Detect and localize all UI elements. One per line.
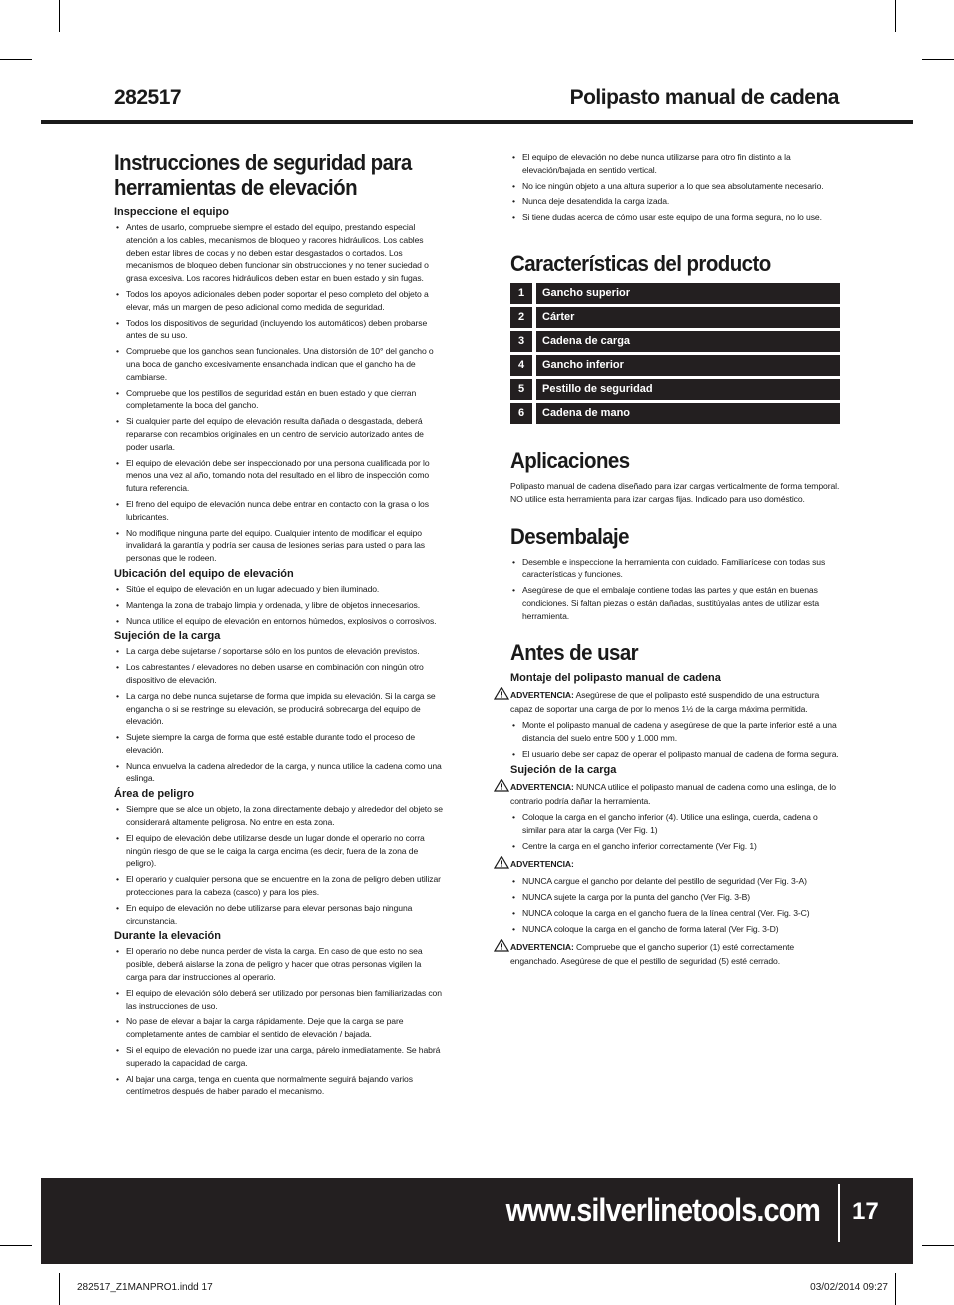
list-item: • Todos los apoyos adicionales deben poder soportar el peso completo del objeto a elevar, más un margen de peso adicional como medida de seguridad. (114, 288, 444, 314)
document-title: Polipasto manual de cadena (569, 86, 839, 109)
list-item: • Los cabrestantes / elevadores no deben usarse en combinación con ningún otro dispositivo de elevación. (114, 661, 444, 687)
feature-label: Pestillo de seguridad (536, 379, 840, 400)
feature-number: 6 (510, 403, 532, 424)
unpacking-list (510, 556, 840, 623)
section-list (114, 645, 444, 785)
list-item: • En equipo de elevación no debe utilizarse para elevar personas bajo ninguna circunstancia. (114, 902, 444, 928)
list-item: • Antes de usarlo, compruebe siempre el estado del equipo, prestando especial atención a los cables, mecanismos de bloqueo y racores hidráulicos. Los cables deben estar libres de cocas y no deben estar desgastados o cortados. Los mecanismos de bloqueo deben funcionar sin obstrucciones y no tener suciedad o grasa excesiva. Los racores hidráulicos deben estar en buen estado y sin fugas. (114, 221, 444, 285)
feature-row (510, 403, 840, 424)
section-list (114, 221, 444, 565)
crop-mark (0, 1245, 32, 1246)
warning-text: NUNCA utilice el polipasto manual de cadena como una eslinga, de lo contrario podría dañar la herramienta. (510, 781, 836, 807)
warning-mount (510, 687, 840, 717)
list-item: • Centre la carga en el gancho inferior correctamente (Ver Fig. 1) (510, 840, 840, 853)
warning-text: Asegúrese de que el polipasto esté suspendido de una estructura capaz de soportar una carga de por lo menos 1½ de la carga máxima permitida. (510, 689, 820, 715)
list-item: • El operario no debe nunca perder de vista la carga. En caso de que esto no sea posible, deberá aislarse la zona de peligro y hacer que otras personas vigilen la carga para dar instrucciones al operario. (114, 945, 444, 983)
feature-number: 4 (510, 355, 532, 376)
feature-row (510, 379, 840, 400)
safety-sections (114, 206, 444, 1098)
list-item: • El equipo de elevación sólo deberá ser utilizado por personas bien familiarizadas con las instrucciones de uso. (114, 987, 444, 1013)
warning-label: ADVERTENCIA: (510, 858, 574, 869)
list-item: • NUNCA sujete la carga por la punta del gancho (Ver Fig. 3-B) (510, 891, 840, 904)
section-heading: Sujeción de la carga (114, 630, 221, 643)
warning-label: ADVERTENCIA: (510, 689, 574, 700)
list-item: • Asegúrese de que el embalaje contiene todas las partes y que están en buenas condiciones. Si faltan piezas o están dañadas, sustitúyalas antes de utilizar esta herramienta. (510, 584, 840, 622)
features-table (510, 283, 840, 424)
section-list (114, 583, 444, 627)
feature-number: 2 (510, 307, 532, 328)
list-item: • El equipo de elevación debe ser inspeccionado por una persona cualificada por lo menos una vez al año, tomando nota del resultado en el libro de inspección como futura referencia. (114, 457, 444, 495)
print-slug-date: 03/02/2014 09:27 (810, 1282, 888, 1293)
website-link[interactable]: www.silverlinetools.com (505, 1192, 820, 1228)
warning-triangle-icon (494, 687, 509, 704)
list-item: • Nunca deje desatendida la carga izada. (510, 195, 840, 208)
list-item: • El equipo de elevación debe utilizarse desde un lugar donde el operario no corra ningún riesgo de que se le caiga la carga encima (es decir, fuera de la zona de peligro). (114, 832, 444, 870)
crop-mark (922, 59, 954, 60)
list-item: • No pase de elevar a bajar la carga rápidamente. Deje que la carga se pare completamente antes de cambiar el sentido de elevación / bajada. (114, 1015, 444, 1041)
warning-hold (510, 779, 840, 809)
list-item: • Coloque la carga en el gancho inferior (4). Utilice una eslinga, cuerda, cadena o similar para atar la carga (Ver Fig. 1) (510, 811, 840, 837)
safety-continued-list (510, 151, 840, 224)
feature-row (510, 283, 840, 304)
list-item: • El usuario debe ser capaz de operar el polipasto manual de cadena de forma segura. (510, 748, 840, 761)
section-heading: Inspeccione el equipo (114, 206, 229, 218)
product-code: 282517 (114, 86, 182, 109)
applications-title: Aplicaciones (510, 447, 630, 473)
feature-label: Cárter (536, 307, 840, 328)
crop-mark (895, 1273, 896, 1305)
feature-label: Gancho superior (536, 283, 840, 304)
crop-mark (59, 0, 60, 32)
list-item: • La carga no debe nunca sujetarse de forma que impida su elevación. Si la carga se engancha o si se restringe su elevación, se producirá sobrecarga del equipo de elevación. (114, 690, 444, 728)
list-item: • Nunca utilice el equipo de elevación en entornos húmedos, explosivos o corrosivos. (114, 615, 444, 628)
warning-hook (510, 856, 840, 873)
feature-row (510, 307, 840, 328)
section-heading: Ubicación del equipo de elevación (114, 567, 294, 580)
footer-divider (838, 1184, 840, 1242)
crop-mark (0, 59, 32, 60)
hold-list (510, 811, 840, 852)
feature-label: Cadena de carga (536, 331, 840, 352)
mount-heading: Montaje del polipasto manual de cadena (510, 671, 721, 684)
warning-latch (510, 939, 840, 969)
feature-row (510, 331, 840, 352)
list-item: • NUNCA cargue el gancho por delante del pestillo de seguridad (Ver Fig. 3-A) (510, 875, 840, 888)
list-item: • La carga debe sujetarse / soportarse sólo en los puntos de elevación previstos. (114, 645, 444, 658)
hold-heading: Sujeción de la carga (510, 763, 617, 776)
section-heading: Durante la elevación (114, 930, 221, 943)
warning-label: ADVERTENCIA: (510, 781, 574, 792)
list-item: • Desemble e inspeccione la herramienta con cuidado. Familiarícese con todas sus características y funciones. (510, 556, 840, 582)
list-item: • Al bajar una carga, tenga en cuenta que normalmente seguirá bajando varios centímetros después de haber parado el mecanismo. (114, 1073, 444, 1099)
feature-label: Cadena de mano (536, 403, 840, 424)
list-item: • El freno del equipo de elevación nunca debe entrar en contacto con la grasa o los lubricantes. (114, 498, 444, 524)
list-item: • Si el equipo de elevación no puede izar una carga, párelo inmediatamente. Se habrá superado la capacidad de carga. (114, 1044, 444, 1070)
feature-number: 3 (510, 331, 532, 352)
unpacking-title: Desembalaje (510, 523, 629, 549)
features-title: Características del producto (510, 250, 771, 276)
feature-number: 1 (510, 283, 532, 304)
list-item: • El equipo de elevación no debe nunca utilizarse para otro fin distinto a la elevación/bajada en sentido vertical. (510, 151, 840, 177)
list-item: • No ice ningún objeto a una altura superior a lo que sea absolutamente necesario. (510, 180, 840, 193)
feature-number: 5 (510, 379, 532, 400)
crop-mark (922, 1245, 954, 1246)
list-item: • Todos los dispositivos de seguridad (incluyendo los automáticos) deben probarse antes de su uso. (114, 317, 444, 343)
list-item: • Si cualquier parte del equipo de elevación resulta dañada o desgastada, deberá repararse con recambios originales en un centro de servicio autorizado antes de poder usarla. (114, 415, 444, 453)
section-heading: Área de peligro (114, 788, 195, 801)
section-list (114, 803, 444, 927)
hook-warning-list (510, 875, 840, 935)
list-item: • NUNCA coloque la carga en el gancho de forma lateral (Ver Fig. 3-D) (510, 923, 840, 936)
list-item: • Compruebe que los ganchos sean funcionales. Una distorsión de 10° del gancho o una boca de gancho excesivamente ensanchada indican que el gancho ha de cambiarse. (114, 345, 444, 383)
before-use-title: Antes de usar (510, 639, 639, 665)
right-column (510, 150, 840, 971)
print-slug-file: 282517_Z1MANPRO1.indd 17 (77, 1282, 213, 1293)
applications-text: Polipasto manual de cadena diseñado para izar cargas verticalmente de forma temporal. NO utilice esta herramienta para izar cargas fijas. Indicado para uso doméstico. (510, 480, 840, 504)
list-item: • No modifique ninguna parte del equipo. Cualquier intento de modificar el equipo invalidará la garantía y podría ser causa de lesiones serias para usted o para las personas que le rodeen. (114, 527, 444, 565)
left-column (114, 150, 444, 1101)
header-rule (41, 120, 913, 124)
list-item: • Sujete siempre la carga de forma que esté estable durante todo el proceso de elevación. (114, 731, 444, 757)
list-item: • Compruebe que los pestillos de seguridad están en buen estado y que cierran completamente la boca del gancho. (114, 387, 444, 413)
list-item: • El operario y cualquier persona que se encuentre en la zona de peligro deben utilizar protecciones para la cabeza (casco) y para los pies. (114, 873, 444, 899)
warning-text: Compruebe que el gancho superior (1) esté correctamente enganchado. Asegúrese de que el pestillo de seguridad (5) esté cerrado. (510, 941, 795, 967)
crop-mark (59, 1273, 60, 1305)
warning-triangle-icon (494, 779, 509, 796)
crop-mark (895, 0, 896, 32)
feature-label: Gancho inferior (536, 355, 840, 376)
list-item: • Si tiene dudas acerca de cómo usar este equipo de una forma segura, no lo use. (510, 211, 840, 224)
list-item: • Monte el polipasto manual de cadena y asegúrese de que la parte inferior esté a una distancia del suelo entre 500 y 1.000 mm. (510, 719, 840, 745)
list-item: • Sitúe el equipo de elevación en un lugar adecuado y bien iluminado. (114, 583, 444, 596)
mount-list (510, 719, 840, 760)
safety-title: Instrucciones de seguridad para herramientas de elevación (114, 150, 412, 200)
list-item: • Siempre que se alce un objeto, la zona directamente debajo y alrededor del objeto se considerará altamente peligrosa. No entre en esta zona. (114, 803, 444, 829)
warning-label: ADVERTENCIA: (510, 941, 574, 952)
section-list (114, 945, 444, 1098)
list-item: • NUNCA coloque la carga en el gancho fuera de la línea central (Ver. Fig. 3-C) (510, 907, 840, 920)
feature-row (510, 355, 840, 376)
list-item: • Nunca envuelva la cadena alrededor de la carga, y nunca utilice la cadena como una eslinga. (114, 760, 444, 786)
list-item: • Mantenga la zona de trabajo limpia y ordenada, y libre de objetos innecesarios. (114, 599, 444, 612)
warning-triangle-icon (494, 939, 509, 956)
page-number: 17 (852, 1198, 879, 1225)
warning-triangle-icon (494, 856, 509, 873)
